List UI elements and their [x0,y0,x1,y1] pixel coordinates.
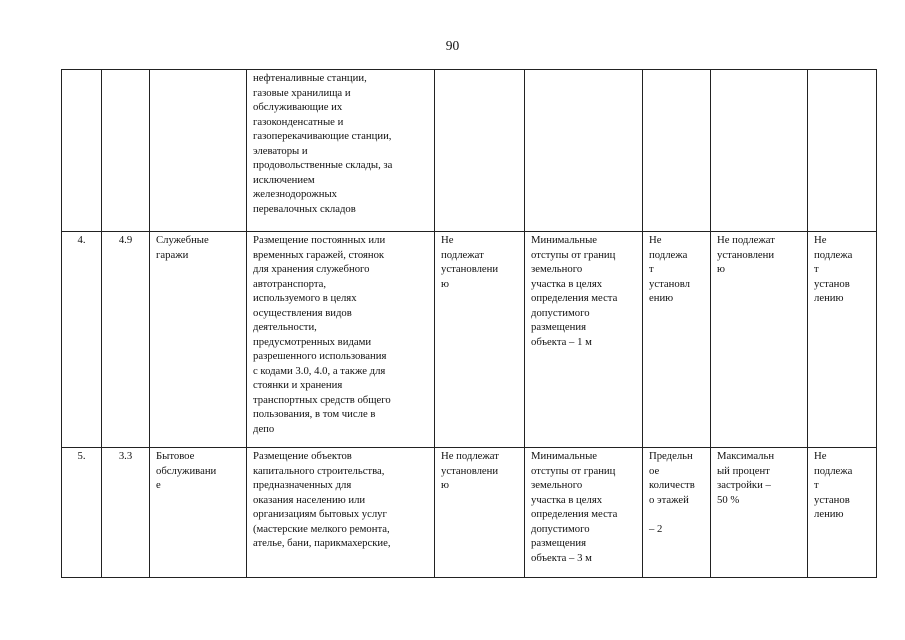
use-code-cell: 3.3 [102,448,150,578]
page-number: 90 [445,38,460,53]
building-coverage-cell [711,70,808,232]
use-description-cell: Размещение постоянных или временных гаражей, стоянок для хранения служебного автотранспорта, используемого в целях осуществления видов деятельности, предусмотренных видами разрешенного использования с кодами 3.0, 4.0, а также для стоянки и хранения транспортных средств общего пользования, в том числе в депо [247,232,435,448]
use-code-cell [102,70,150,232]
row-number-cell: 5. [62,448,102,578]
use-name-cell [150,70,247,232]
setback-cell: Минимальные отступы от границ земельного участка в целях определения места допустимого размещения объекта – 1 м [525,232,643,448]
table-row [62,448,877,578]
building-coverage-cell: Максимальн ый процент застройки – 50 % [711,448,808,578]
row-number-cell [62,70,102,232]
spacer [649,507,704,522]
other-parameters-cell: Не подлежа т установ лению [808,232,877,448]
plot-size-cell: Не подлежат установлени ю [435,448,525,578]
table-row [62,232,877,448]
row-number-cell: 4. [62,232,102,448]
other-parameters-cell [808,70,877,232]
max-floors-cell [643,448,711,578]
setback-cell [525,70,643,232]
max-floors-cell: Не подлежа т установл ению [643,232,711,448]
other-parameters-cell: Не подлежа т установ лению [808,448,877,578]
table-row [62,70,877,232]
use-description-cell: Размещение объектов капитального строительства, предназначенных для оказания населению или организациям бытовых услуг (мастерские мелкого ремонта, ателье, бани, парикмахерские, [247,448,435,578]
land-use-regulations-table [61,69,877,578]
use-name-cell: Служебные гаражи [150,232,247,448]
use-name-cell: Бытовое обслуживани е [150,448,247,578]
building-coverage-cell: Не подлежат установлени ю [711,232,808,448]
max-floors-label: Предельн ое количеств о этажей [649,450,695,506]
setback-cell: Минимальные отступы от границ земельного участка в целях определения места допустимого размещения объекта – 3 м [525,448,643,578]
plot-size-cell [435,70,525,232]
max-floors-cell [643,70,711,232]
plot-size-cell: Не подлежат установлени ю [435,232,525,448]
use-description-cell: нефтеналивные станции, газовые хранилища и обслуживающие их газоконденсатные и газоперекачивающие станции, элеваторы и продовольственные склады, за исключением железнодорожных перевалочных складов [247,70,435,232]
use-code-cell: 4.9 [102,232,150,448]
max-floors-value: – 2 [649,522,663,535]
